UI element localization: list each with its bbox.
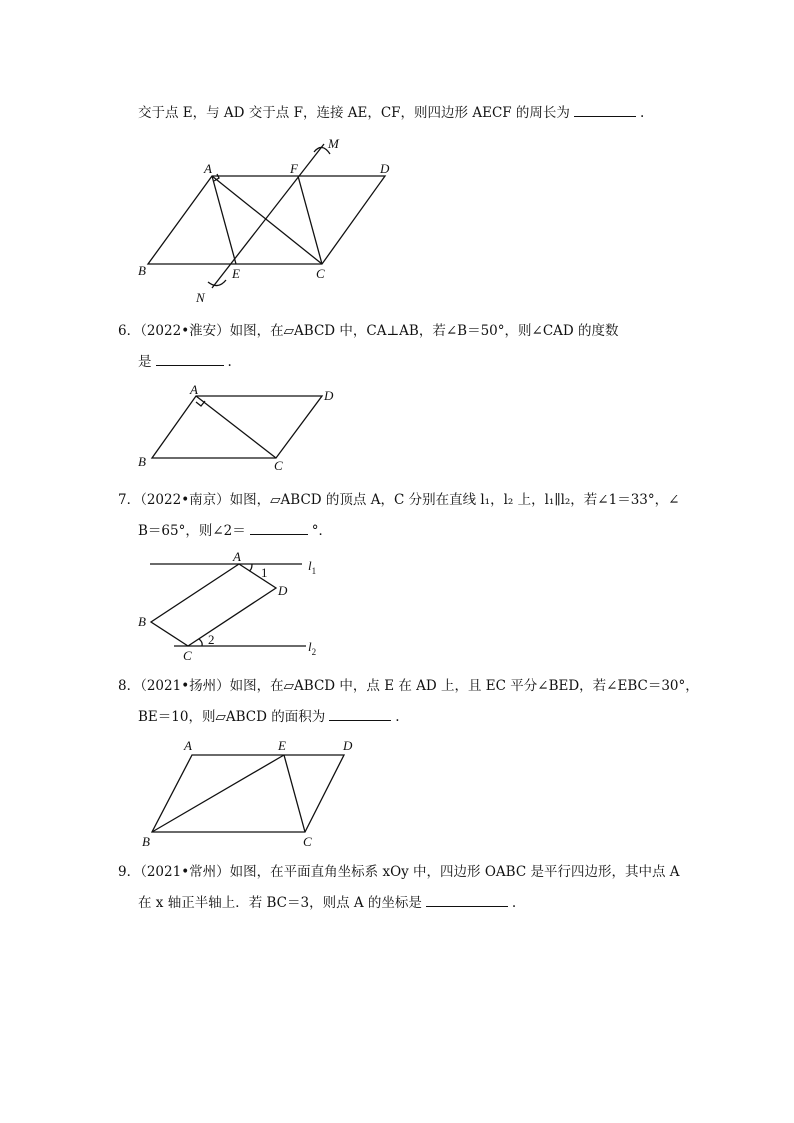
q7-angle1-arc bbox=[249, 564, 252, 571]
q7-label-angle2: 2 bbox=[208, 632, 215, 647]
q5-segment-ac bbox=[212, 176, 322, 264]
q9-text-body: 在 x 轴正半轴上．若 BC＝3，则点 A 的坐标是 bbox=[138, 895, 422, 911]
q5-label-m: M bbox=[328, 136, 339, 151]
q5-label-f: F bbox=[290, 161, 298, 176]
q7-text-body: B＝65°，则∠2＝ bbox=[138, 523, 246, 539]
q5-label-n: N bbox=[196, 290, 205, 305]
q5-figure bbox=[130, 130, 390, 310]
q6-line1: 6．（2022•淮安）如图，在▱ABCD 中，CA⊥AB，若∠B＝50°，则∠CAD 的度数 bbox=[118, 323, 619, 339]
q7-label-l2 bbox=[308, 639, 316, 657]
q8-segment-ec bbox=[284, 755, 305, 832]
q8-label-c: C bbox=[303, 834, 312, 849]
q5-label-d: D bbox=[380, 161, 390, 176]
q8-line1: 8．（2021•扬州）如图，在▱ABCD 中，点 E 在 AD 上，且 EC 平分∠BED，若∠EBC＝30°， bbox=[118, 678, 699, 694]
q6-label-d: D bbox=[324, 388, 334, 403]
q7-line1: 7．（2022•南京）如图，▱ABCD 的顶点 A，C 分别在直线 l₁，l₂ 上，l₁∥l₂，若∠1＝33°，∠ bbox=[118, 492, 680, 508]
q9-text-end: . bbox=[511, 895, 517, 911]
q5-text-end: . bbox=[639, 105, 645, 121]
q8-answer-blank[interactable] bbox=[329, 706, 391, 721]
q8-parallelogram bbox=[152, 755, 344, 832]
q6-right-angle-mark bbox=[196, 401, 205, 406]
q5-label-c: C bbox=[316, 266, 325, 281]
q5-segment-cf bbox=[298, 176, 322, 264]
q7-label-angle1: 1 bbox=[261, 565, 268, 580]
q7-l1-subscript: 1 bbox=[311, 566, 317, 576]
q7-answer-blank[interactable] bbox=[250, 520, 308, 535]
q7-l2-subscript: 2 bbox=[311, 647, 317, 657]
q6-label-c: C bbox=[274, 458, 283, 473]
q8-label-b: B bbox=[142, 834, 150, 849]
q7-label-c: C bbox=[183, 648, 192, 663]
q8-text-body: BE＝10，则▱ABCD 的面积为 bbox=[138, 709, 326, 725]
q7-text-end: °． bbox=[311, 523, 332, 539]
q8-figure bbox=[140, 736, 360, 852]
q5-text-body: 交于点 E，与 AD 交于点 F，连接 AE，CF，则四边形 AECF 的周长为 bbox=[138, 105, 570, 121]
q7-line2 bbox=[138, 520, 332, 541]
q6-text-end: . bbox=[227, 354, 232, 370]
q6-answer-blank[interactable] bbox=[156, 351, 224, 366]
q7-label-b: B bbox=[138, 614, 146, 629]
q7-l1-letter: l bbox=[308, 558, 312, 573]
q7-label-l1 bbox=[308, 558, 316, 576]
q7-label-d: D bbox=[278, 583, 288, 598]
q5-label-a: A bbox=[204, 161, 212, 176]
q9-answer-blank[interactable] bbox=[426, 892, 508, 907]
q5-answer-blank[interactable] bbox=[574, 102, 636, 117]
q6-label-a: A bbox=[190, 382, 198, 397]
q7-label-a: A bbox=[233, 549, 241, 564]
q5-line-mn bbox=[212, 144, 324, 288]
q8-text-end: . bbox=[395, 709, 400, 725]
q5-label-b: B bbox=[138, 263, 146, 278]
q7-angle2-arc bbox=[199, 639, 202, 646]
q9-line2 bbox=[138, 892, 516, 913]
q6-figure bbox=[136, 382, 346, 478]
q6-segment-ac bbox=[196, 396, 276, 458]
q5-segment-ae bbox=[212, 176, 236, 264]
q6-label-b: B bbox=[138, 454, 146, 469]
q8-label-a: A bbox=[184, 738, 192, 753]
q6-line2 bbox=[138, 351, 232, 372]
q8-line2 bbox=[138, 706, 400, 727]
q5-label-e: E bbox=[232, 266, 240, 281]
q7-l2-letter: l bbox=[308, 639, 312, 654]
q8-label-d: D bbox=[343, 738, 353, 753]
q7-figure bbox=[136, 550, 336, 665]
q6-text-body: 是 bbox=[138, 354, 152, 370]
q8-label-e: E bbox=[278, 738, 286, 753]
q5-text bbox=[138, 102, 644, 123]
q9-line1: 9．（2021•常州）如图，在平面直角坐标系 xOy 中，四边形 OABC 是平行四边形，其中点 A bbox=[118, 864, 680, 880]
